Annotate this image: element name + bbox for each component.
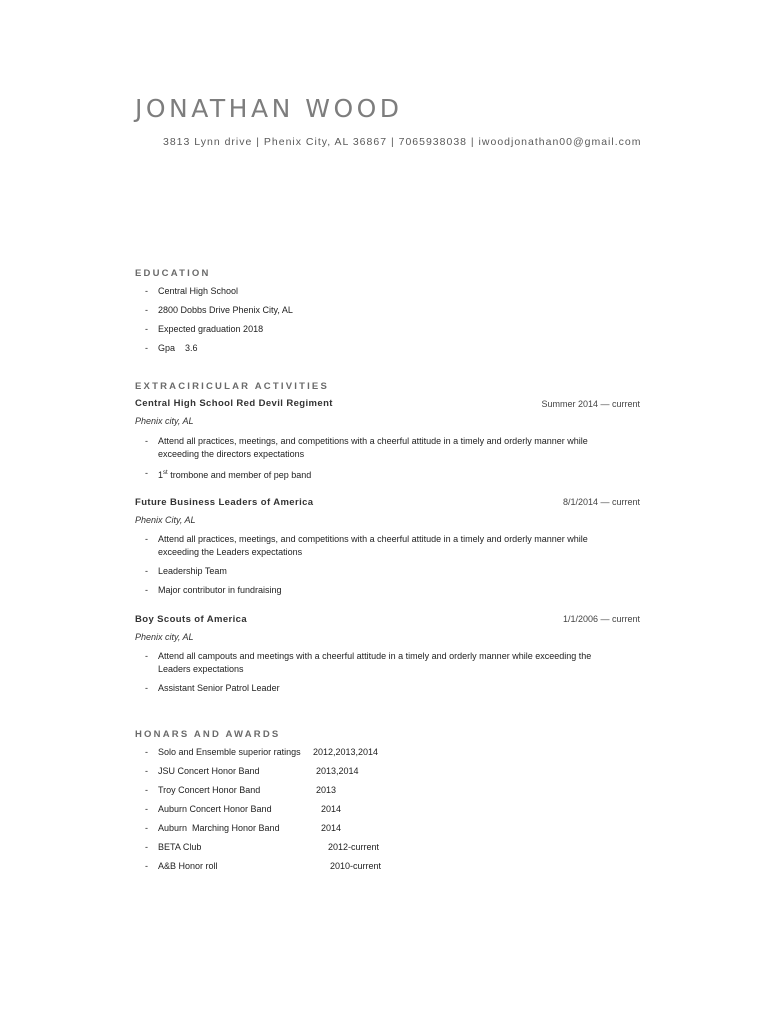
list-item: - Attend all campouts and meetings with a cheerful attitude in a timely and orderly manner while exceeding the Leaders expectations: [145, 651, 592, 674]
list-item: - Gpa 3.6: [145, 343, 198, 353]
list-item: - Major contributor in fundraising: [145, 585, 282, 595]
education-list: [145, 285, 645, 361]
list-item: - 2800 Dobbs Drive Phenix City, AL: [145, 305, 293, 315]
list-item: - A&B Honor roll 2010-current: [145, 861, 382, 871]
list-item: - 1st trombone and member of pep band: [145, 468, 312, 480]
award-year: 2010-current: [330, 861, 382, 871]
list-item: - Leadership Team: [145, 566, 227, 576]
award-year: 2013,2014: [316, 766, 359, 776]
list-item: - BETA Club 2012-current: [145, 842, 380, 852]
list-item: - Solo and Ensemble superior ratings 2012,2013,2014: [145, 747, 379, 757]
education-heading: EDUCATION: [135, 268, 211, 279]
entry-location: Phenix City, AL: [135, 515, 196, 525]
entry-list: [145, 435, 625, 488]
entry-date: 1/1/2006 — current: [562, 614, 640, 624]
list-item: - Attend all practices, meetings, and competitions with a cheerful attitude in a timely and orderly manner while exceeding the directors expectations: [145, 436, 588, 459]
list-item: - Expected graduation 2018: [145, 324, 264, 334]
list-item: - Attend all practices, meetings, and competitions with a cheerful attitude in a timely and orderly manner while exceeding the Leaders expectations: [145, 534, 588, 557]
contact-line: 3813 Lynn drive | Phenix City, AL 36867 | 7065938038 | iwoodjonathan00@gmail.com: [163, 136, 642, 148]
entry-list: [145, 650, 625, 701]
entry-list: [145, 533, 625, 603]
entry-date: Summer 2014 — current: [541, 399, 640, 409]
list-item: - Auburn Marching Honor Band 2014: [145, 823, 342, 833]
list-item: - JSU Concert Honor Band 2013,2014: [145, 766, 359, 776]
awards-list: [145, 746, 445, 879]
entry-date: 8/1/2014 — current: [562, 497, 640, 507]
extracurricular-heading: EXTRACIRICULAR ACTIVITIES: [135, 381, 329, 392]
list-item: - Assistant Senior Patrol Leader: [145, 683, 280, 693]
award-year: 2012,2013,2014: [313, 747, 379, 757]
award-year: 2014: [321, 804, 342, 814]
entry-org: Future Business Leaders of America: [135, 497, 314, 508]
entry-org: Boy Scouts of America: [135, 614, 248, 625]
list-item: - Auburn Concert Honor Band 2014: [145, 804, 342, 814]
awards-heading: HONARS AND AWARDS: [135, 729, 281, 740]
award-year: 2012-current: [328, 842, 380, 852]
list-item: - Central High School: [145, 286, 239, 296]
resume-name: JONATHAN WOOD: [135, 94, 403, 123]
award-year: 2013: [316, 785, 337, 795]
award-year: 2014: [321, 823, 342, 833]
entry-location: Phenix city, AL: [135, 416, 194, 426]
entry-location: Phenix city, AL: [135, 632, 194, 642]
list-item: - Troy Concert Honor Band 2013: [145, 785, 337, 795]
entry-org: Central High School Red Devil Regiment: [135, 398, 333, 409]
